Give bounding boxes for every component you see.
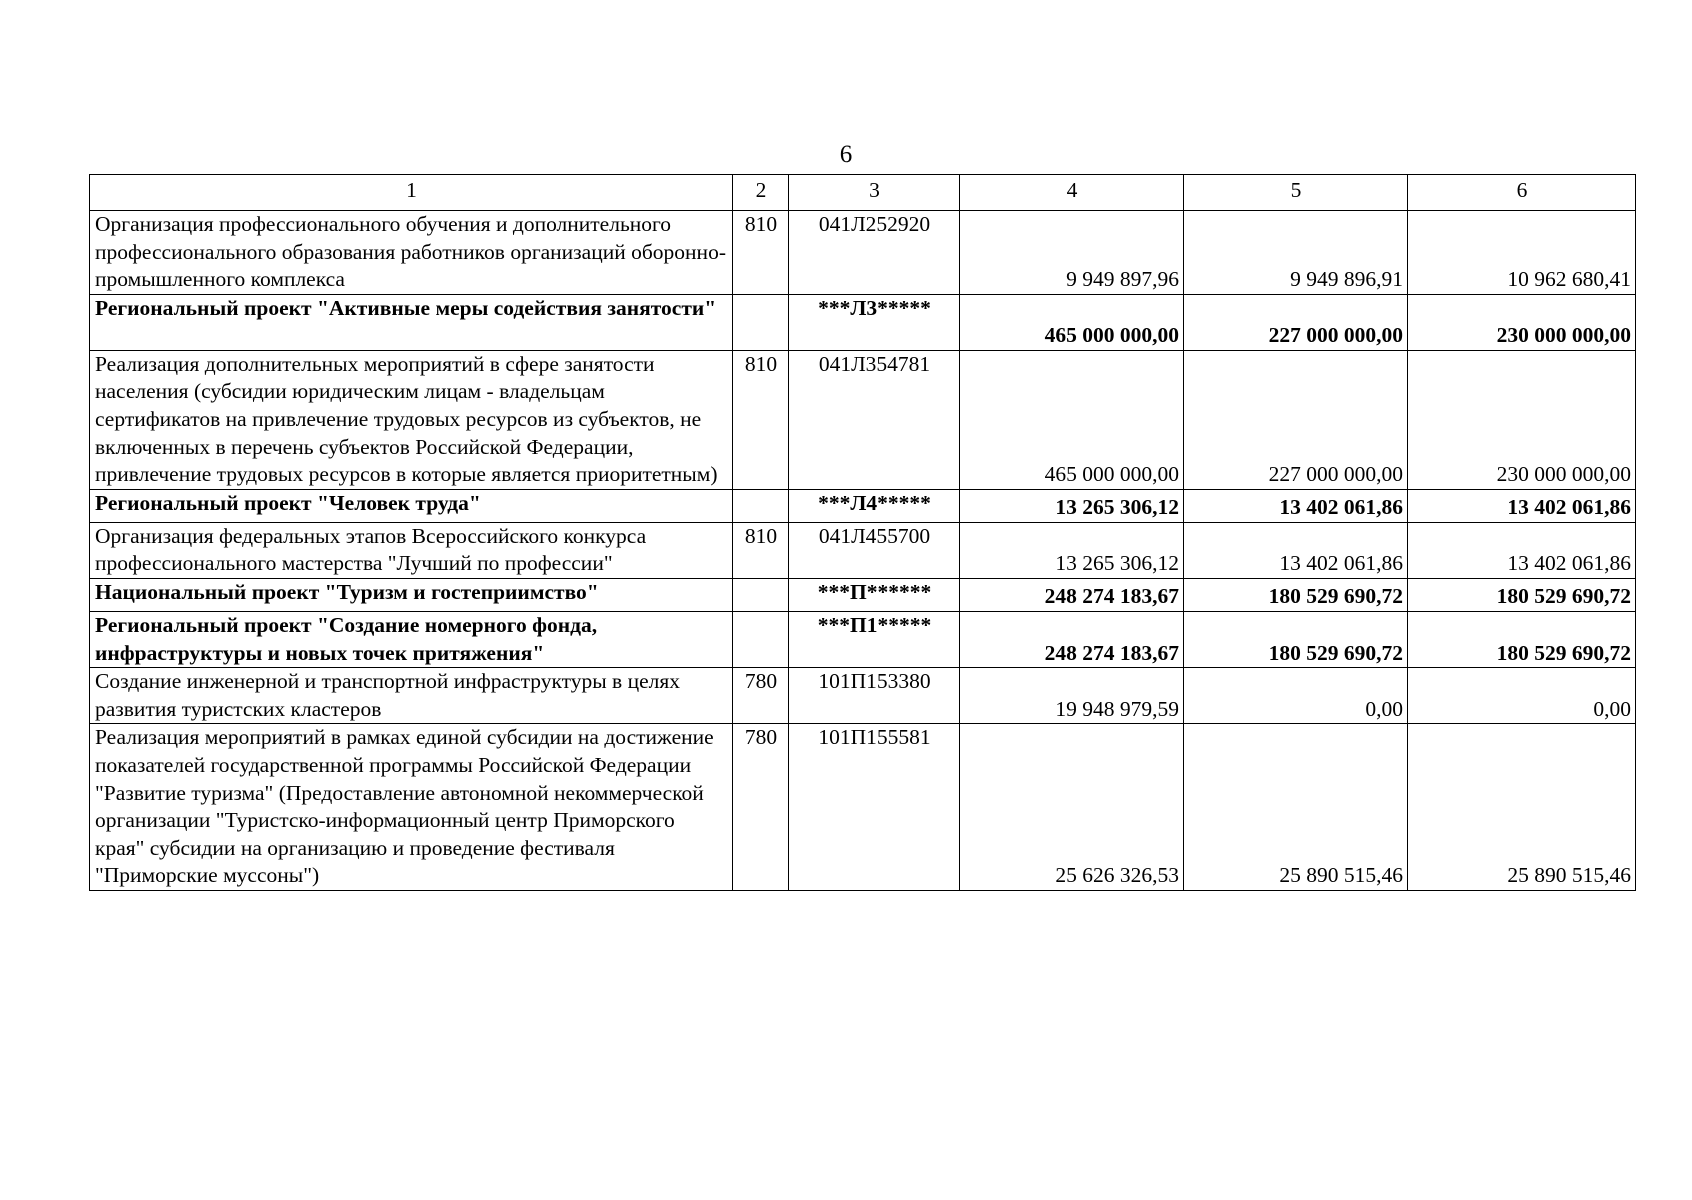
row-vr-code bbox=[733, 294, 789, 350]
row-csr-code: ***П****** bbox=[789, 578, 960, 611]
row-value-2: 0,00 bbox=[1184, 668, 1408, 724]
row-name: Региональный проект "Человек труда" bbox=[90, 489, 733, 522]
row-vr-code: 810 bbox=[733, 211, 789, 295]
table-header-row bbox=[90, 175, 1636, 211]
row-csr-code: ***Л4***** bbox=[789, 489, 960, 522]
row-value-1: 465 000 000,00 bbox=[960, 294, 1184, 350]
row-vr-code: 780 bbox=[733, 724, 789, 891]
row-name: Региональный проект "Активные меры содействия занятости" bbox=[90, 294, 733, 350]
row-name: Реализация мероприятий в рамках единой субсидии на достижение показателей государственной программы Российской Федерации "Развитие туризма" (Предоставление автономной некоммерческой организации "Туристско-информационный центр Приморского края" субсидии на организацию и проведение фестиваля "Приморские муссоны") bbox=[90, 724, 733, 891]
row-value-3: 230 000 000,00 bbox=[1408, 350, 1636, 489]
table-row bbox=[90, 211, 1636, 295]
row-csr-code: 041Л354781 bbox=[789, 350, 960, 489]
row-value-2: 9 949 896,91 bbox=[1184, 211, 1408, 295]
column-header: 4 bbox=[960, 175, 1184, 211]
row-value-1: 13 265 306,12 bbox=[960, 489, 1184, 522]
row-value-3: 230 000 000,00 bbox=[1408, 294, 1636, 350]
row-value-1: 19 948 979,59 bbox=[960, 668, 1184, 724]
row-value-1: 13 265 306,12 bbox=[960, 522, 1184, 578]
column-header: 6 bbox=[1408, 175, 1636, 211]
column-header: 5 bbox=[1184, 175, 1408, 211]
row-name: Организация профессионального обучения и дополнительного профессионального образования работников организаций оборонно-промышленного комплекса bbox=[90, 211, 733, 295]
row-value-3: 180 529 690,72 bbox=[1408, 578, 1636, 611]
row-name: Реализация дополнительных мероприятий в сфере занятости населения (субсидии юридическим лицам - владельцам сертификатов на привлечение трудовых ресурсов из субъектов, не включенных в перечень субъектов Российской Федерации, привлечение трудовых ресурсов в которые является приоритетным) bbox=[90, 350, 733, 489]
row-csr-code: 041Л252920 bbox=[789, 211, 960, 295]
row-value-2: 13 402 061,86 bbox=[1184, 522, 1408, 578]
row-vr-code: 810 bbox=[733, 350, 789, 489]
row-csr-code: 101П153380 bbox=[789, 668, 960, 724]
row-name: Организация федеральных этапов Всероссийского конкурса профессионального мастерства "Лучший по профессии" bbox=[90, 522, 733, 578]
row-vr-code bbox=[733, 611, 789, 667]
row-name: Национальный проект "Туризм и гостеприимство" bbox=[90, 578, 733, 611]
row-value-1: 248 274 183,67 bbox=[960, 578, 1184, 611]
page-number: 6 bbox=[839, 141, 853, 168]
column-header: 3 bbox=[789, 175, 960, 211]
table-row bbox=[90, 578, 1636, 611]
row-value-2: 227 000 000,00 bbox=[1184, 350, 1408, 489]
row-value-1: 9 949 897,96 bbox=[960, 211, 1184, 295]
row-value-3: 13 402 061,86 bbox=[1408, 522, 1636, 578]
table-row bbox=[90, 668, 1636, 724]
row-value-2: 13 402 061,86 bbox=[1184, 489, 1408, 522]
row-value-1: 465 000 000,00 bbox=[960, 350, 1184, 489]
table-row bbox=[90, 350, 1636, 489]
row-value-2: 180 529 690,72 bbox=[1184, 578, 1408, 611]
row-vr-code bbox=[733, 489, 789, 522]
row-name: Создание инженерной и транспортной инфраструктуры в целях развития туристских кластеров bbox=[90, 668, 733, 724]
table-row bbox=[90, 522, 1636, 578]
row-vr-code: 810 bbox=[733, 522, 789, 578]
budget-table bbox=[89, 174, 1636, 891]
table-row bbox=[90, 489, 1636, 522]
table-row bbox=[90, 611, 1636, 667]
row-vr-code: 780 bbox=[733, 668, 789, 724]
row-name: Региональный проект "Создание номерного фонда, инфраструктуры и новых точек притяжения" bbox=[90, 611, 733, 667]
row-csr-code: 041Л455700 bbox=[789, 522, 960, 578]
row-value-2: 227 000 000,00 bbox=[1184, 294, 1408, 350]
row-value-1: 248 274 183,67 bbox=[960, 611, 1184, 667]
row-csr-code: 101П155581 bbox=[789, 724, 960, 891]
row-value-2: 180 529 690,72 bbox=[1184, 611, 1408, 667]
row-value-2: 25 890 515,46 bbox=[1184, 724, 1408, 891]
row-value-3: 10 962 680,41 bbox=[1408, 211, 1636, 295]
row-value-1: 25 626 326,53 bbox=[960, 724, 1184, 891]
column-header: 2 bbox=[733, 175, 789, 211]
column-header: 1 bbox=[90, 175, 733, 211]
row-value-3: 0,00 bbox=[1408, 668, 1636, 724]
row-value-3: 180 529 690,72 bbox=[1408, 611, 1636, 667]
table-row bbox=[90, 294, 1636, 350]
row-csr-code: ***Л3***** bbox=[789, 294, 960, 350]
row-value-3: 25 890 515,46 bbox=[1408, 724, 1636, 891]
row-value-3: 13 402 061,86 bbox=[1408, 489, 1636, 522]
row-vr-code bbox=[733, 578, 789, 611]
row-csr-code: ***П1***** bbox=[789, 611, 960, 667]
table-row bbox=[90, 724, 1636, 891]
